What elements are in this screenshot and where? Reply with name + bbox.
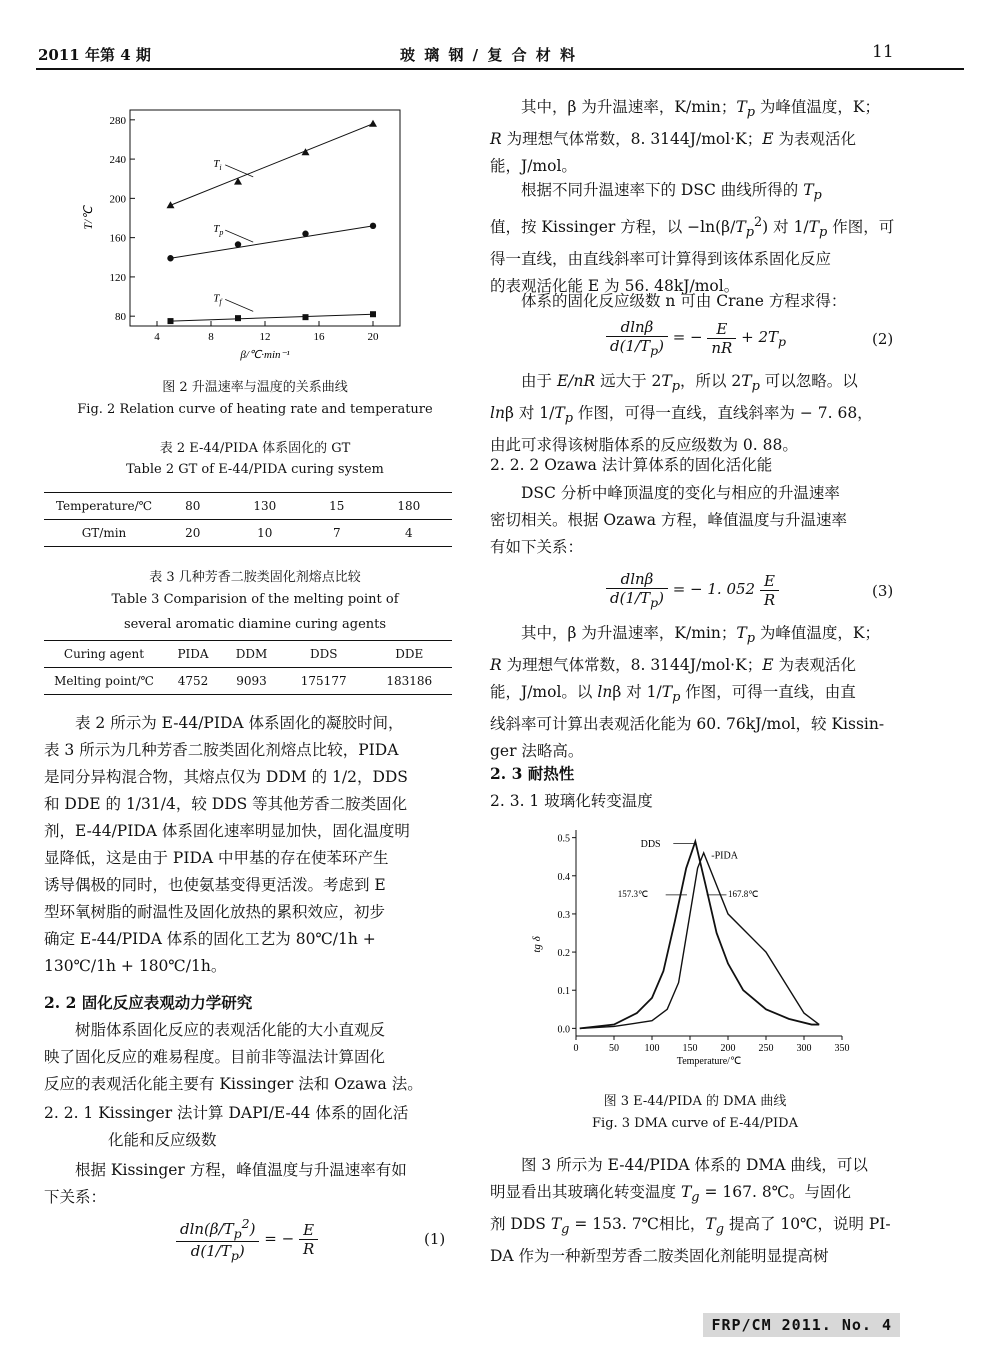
data-point-Ti <box>167 201 175 208</box>
data-point-Ti <box>369 120 377 127</box>
x-tick-label: 12 <box>259 331 271 343</box>
table3-title-en-2: several aromatic diamine curing agents <box>123 617 387 632</box>
series-line-DDS <box>580 841 819 1028</box>
text-line: ger 法略高。 <box>490 742 584 761</box>
y-axis-label: T/℃ <box>81 206 95 230</box>
fig2-chart <box>60 98 420 368</box>
y-tick-label: 200 <box>109 193 126 206</box>
y-tick-label: 0.3 <box>557 909 570 921</box>
text-line: DSC 分析中峰顶温度的变化与相应的升温速率 <box>521 484 840 502</box>
table-cell: DDS <box>281 641 367 668</box>
table2 <box>44 492 452 547</box>
table-cell: DDE <box>366 641 452 668</box>
text-line: 下关系： <box>44 1188 107 1206</box>
table-cell: GT/min <box>44 520 164 547</box>
annotation-pida: -PIDA <box>711 850 738 862</box>
text-line: 树脂体系固化反应的表观活化能的大小直观反 <box>75 1021 386 1039</box>
right-para-7: 图 3 所示为 E-44/PIDA 体系的 DMA 曲线，可以 明显看出其玻璃化转变温度 $T_g = 167$. 8℃。与固化 剂 DDS $T_g = 153$. 7℃相比，$T_g$ 提高了 10℃，说明 PI- DA 作为一种新型芳香二胺类固化剂能明显提高树 <box>490 1152 900 1270</box>
fig3-caption-en: Fig. 3 DMA curve of E-44/PIDA <box>592 1116 798 1131</box>
x-axis-label: Temperature/℃ <box>676 1056 742 1067</box>
x-tick-label: 8 <box>208 331 214 343</box>
x-tick-label: 4 <box>154 331 160 343</box>
fig3-chart <box>528 820 868 1080</box>
table3-title-en-1: Table 3 Comparision of the melting point of <box>111 592 399 607</box>
series-label-leader <box>225 230 253 242</box>
data-point-Tp <box>302 231 308 237</box>
table-cell: 10 <box>222 520 308 547</box>
left-para-2 <box>44 1017 454 1098</box>
journal-issue: 2011 年第 4 期 <box>38 46 151 64</box>
table-cell: 183186 <box>366 668 452 695</box>
equation-3-number: (3) <box>872 582 894 600</box>
series-label-leader <box>225 165 253 177</box>
x-tick-label: 0 <box>573 1043 579 1054</box>
table3-title-cn: 表 3 几种芳香二胺类固化剂熔点比较 <box>149 570 361 585</box>
fig2-caption-cn: 图 2 升温速率与温度的关系曲线 <box>162 380 348 395</box>
equation-2-number: (2) <box>872 330 894 348</box>
data-point-Tp <box>167 255 173 261</box>
table-cell: 20 <box>164 520 222 547</box>
x-tick-label: 150 <box>682 1043 698 1054</box>
section-2-3-1-heading: 2. 3. 1 玻璃化转变温度 <box>490 792 653 810</box>
header-rule <box>36 68 964 70</box>
table-cell: Melting point/℃ <box>44 668 164 695</box>
fig3-caption-cn: 图 3 E-44/PIDA 的 DMA 曲线 <box>603 1094 787 1109</box>
series-line-Ti <box>171 124 374 205</box>
table3 <box>44 640 452 695</box>
equation-2: $\frac{dln\beta}{d(1/T_p)}$ = − $\frac{E}{nR}$ + $2T_p$ <box>606 318 786 358</box>
x-tick-label: 200 <box>720 1043 736 1054</box>
table-cell: 130 <box>222 493 308 520</box>
table-cell: 7 <box>308 520 366 547</box>
x-tick-label: 20 <box>367 331 379 343</box>
data-point-Tf <box>303 314 309 320</box>
data-point-Tf <box>168 318 174 324</box>
equation-1-number: (1) <box>424 1230 446 1248</box>
table-cell: 180 <box>366 493 452 520</box>
right-para-6: 其中，β 为升温速率，K/min；$T_p$ 为峰值温度，K； R 为理想气体常数，8. 3144J/mol·K；E 为表观活化 能，J/mol。以 lnβ 对 $1/T_p$ 作图，可得一直线，由直 线斜率可计算出表观活化能为 60. 76kJ/mol，较 Kissin- ger 法略高。 <box>490 620 900 765</box>
right-para-2: 根据不同升温速率下的 DSC 曲线所得的 $T_p$ 值，按 Kissinger 方程，以 $-\ln(\beta/T_p^2)$ 对 $1/T_p$ 作图，可 得一直线，由直线斜率可计算得到该体系固化反应 的表观活化能 E 为 56. 48kJ/mol。 <box>490 177 900 300</box>
table2-title-en: Table 2 GT of E-44/PIDA curing system <box>126 462 384 477</box>
table-cell: DDM <box>222 641 281 668</box>
text-line: 的表观活化能 E 为 56. 48kJ/mol。 <box>490 277 740 296</box>
text-line: 和 DDE 的 1/31/4，较 DDS 等其他芳香二胺类固化 <box>44 795 408 813</box>
table-cell: 4 <box>366 520 452 547</box>
y-tick-label: 280 <box>109 114 126 127</box>
x-tick-label: 100 <box>644 1043 660 1054</box>
section-2-2-1-heading <box>44 1100 408 1154</box>
table-cell: PIDA <box>164 641 222 668</box>
series-label-Ti: $T_i$ <box>213 157 222 172</box>
right-para-1: 其中，β 为升温速率，K/min；$T_p$ 为峰值温度，K； R 为理想气体常数，8. 3144J/mol·K；E 为表观活化 能，J/mol。 <box>490 98 880 176</box>
series-label-Tp: $T_p$ <box>213 223 224 238</box>
text-line: 剂，E-44/PIDA 体系固化速率明显加快，固化温度明 <box>44 822 410 840</box>
table-cell: 4752 <box>164 668 222 695</box>
text-line: 130℃/1h + 180℃/1h。 <box>44 957 227 975</box>
text-line: 是同分异构混合物，其熔点仅为 DDM 的 1/2，DDS <box>44 768 408 786</box>
annotation-tg-pida: 167.8℃ <box>728 888 759 899</box>
text-line: 表 3 所示为几种芳香二胺类固化剂熔点比较，PIDA <box>44 741 399 759</box>
table-cell: 80 <box>164 493 222 520</box>
text-line: 诱导偶极的同时，也使氨基变得更活泼。考虑到 E <box>44 876 386 894</box>
y-tick-label: 0.5 <box>557 833 570 845</box>
text-line: 化能和反应级数 <box>108 1131 217 1149</box>
x-tick-label: 250 <box>758 1043 774 1054</box>
text-line: 反应的表观活化能主要有 Kissinger 法和 Ozawa 法。 <box>44 1075 423 1093</box>
table2-title-cn: 表 2 E-44/PIDA 体系固化的 GT <box>159 441 351 456</box>
y-tick-label: 0.2 <box>557 948 570 960</box>
table-cell: Curing agent <box>44 641 164 668</box>
section-2-2-2-heading: 2. 2. 2 Ozawa 法计算体系的固化活化能 <box>490 456 773 474</box>
left-para-1 <box>44 710 454 980</box>
y-tick-label: 0.0 <box>557 1024 570 1036</box>
series-label-leader <box>225 299 253 311</box>
left-para-3 <box>44 1157 454 1211</box>
table-cell: Temperature/℃ <box>44 493 164 520</box>
plot-frame <box>130 110 400 326</box>
fig2-plot <box>81 110 400 361</box>
footer-journal-code: FRP/CM 2011. No. 4 <box>703 1313 900 1337</box>
equation-1: $\frac{dln(\beta/T_p^2)}{d(1/T_p)}$ = − $\frac{E}{R}$ <box>176 1216 318 1263</box>
x-axis-label: β/℃·min⁻¹ <box>240 349 290 361</box>
text-line: 密切相关。根据 Ozawa 方程，峰值温度与升温速率 <box>490 511 847 529</box>
table-row <box>44 493 452 520</box>
text-line: 2. 2. 1 Kissinger 法计算 DAPI/E-44 体系的固化活 <box>44 1104 409 1122</box>
section-2-3-heading: 2. 3 耐热性 <box>490 764 575 783</box>
text-line: 有如下关系： <box>490 538 584 556</box>
journal-title: 玻 璃 钢 / 复 合 材 料 <box>400 46 578 64</box>
text-line: 确定 E-44/PIDA 体系的固化工艺为 80℃/1h + <box>44 930 376 948</box>
fig2-caption-en: Fig. 2 Relation curve of heating rate and temperature <box>77 402 433 417</box>
text-line: 表 2 所示为 E-44/PIDA 体系固化的凝胶时间， <box>75 714 404 732</box>
text-line: 根据 Kissinger 方程，峰值温度与升温速率有如 <box>75 1161 407 1179</box>
data-point-Tf <box>235 315 241 321</box>
x-tick-label: 300 <box>796 1043 812 1054</box>
text-line: 线斜率可计算出表观活化能为 60. 76kJ/mol，较 Kissin- <box>490 715 885 734</box>
right-para-4: 由于 E/nR 远大于 $2T_p$，所以 $2T_p$ 可以忽略。以 lnβ 对 $1/T_p$ 作图，可得一直线，直线斜率为 − 7. 68， 由此可求得该树脂体系的反应级数为 0. 88。 <box>490 368 900 459</box>
x-tick-label: 16 <box>313 331 325 343</box>
table-cell: 15 <box>308 493 366 520</box>
data-point-Tf <box>370 311 376 317</box>
table-cell: 175177 <box>281 668 367 695</box>
y-tick-label: 120 <box>109 271 126 284</box>
text-line: 图 3 所示为 E-44/PIDA 体系的 DMA 曲线，可以 <box>521 1156 868 1174</box>
table-row <box>44 520 452 547</box>
y-tick-label: 0.1 <box>557 986 570 998</box>
series-line-PIDA <box>580 850 819 1028</box>
series-line-Tp <box>171 226 374 258</box>
text-line: 型环氧树脂的耐温性及固化放热的累积效应，初步 <box>44 903 386 921</box>
annotation-tg-dds: 157.3℃ <box>617 888 649 899</box>
series-line-Tf <box>171 314 374 321</box>
data-point-Tp <box>370 223 376 229</box>
y-tick-label: 80 <box>115 311 126 324</box>
page-number: 11 <box>872 42 894 62</box>
y-axis-label: tg δ <box>531 936 543 953</box>
text-line: 得一直线，由直线斜率可计算得到该体系固化反应 <box>490 250 832 269</box>
section-2-2-heading: 2. 2 固化反应表观动力学研究 <box>44 993 253 1012</box>
y-tick-label: 0.4 <box>557 871 570 883</box>
equation-3: $\frac{dln\beta}{d(1/T_p)}$ = − 1. 052 $\frac{E}{R}$ <box>606 570 779 610</box>
y-tick-label: 240 <box>109 154 126 167</box>
table-row <box>44 641 452 668</box>
table-cell: 9093 <box>222 668 281 695</box>
x-tick-label: 50 <box>609 1043 619 1054</box>
annotation-dds: DDS <box>640 839 661 851</box>
text-line: 映了固化反应的难易程度。目前非等温法计算固化 <box>44 1048 386 1066</box>
text-line: 显降低，这是由于 PIDA 中甲基的存在使苯环产生 <box>44 849 389 867</box>
table-row <box>44 668 452 695</box>
y-tick-label: 160 <box>109 232 126 245</box>
text-line: 由此可求得该树脂体系的反应级数为 0. 88。 <box>490 436 798 455</box>
x-tick-label: 350 <box>834 1043 850 1054</box>
right-para-5 <box>490 480 900 561</box>
text-line: DA 作为一种新型芳香二胺类固化剂能明显提高树 <box>490 1247 829 1266</box>
right-para-3: 体系的固化反应级数 n 可由 Crane 方程求得： <box>521 292 847 310</box>
data-point-Tp <box>235 241 241 247</box>
series-label-Tf: $T_f$ <box>213 292 222 307</box>
fig3-plot <box>531 830 850 1067</box>
